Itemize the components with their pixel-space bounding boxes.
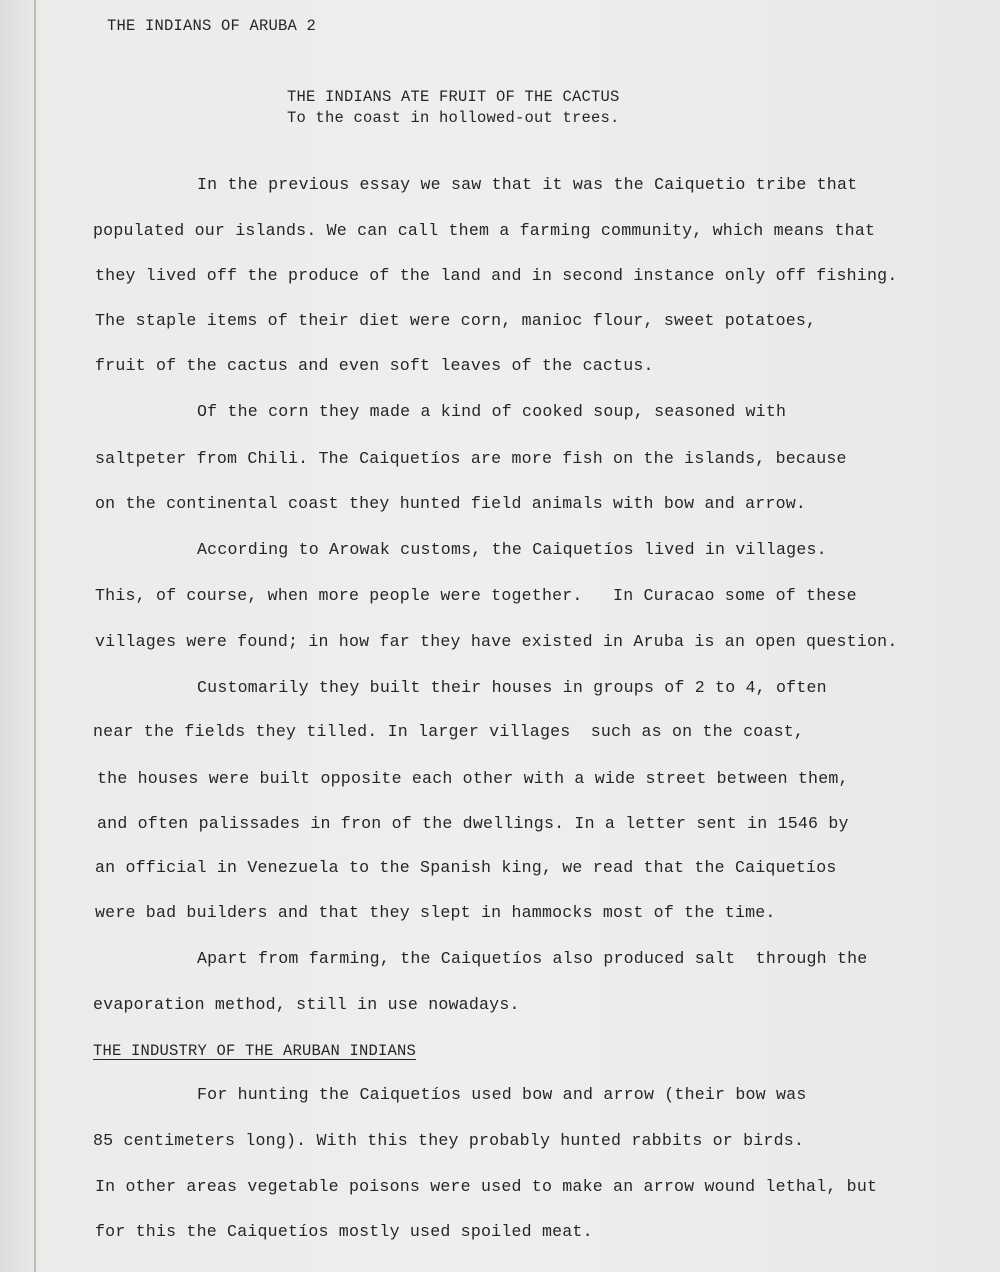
body-line: an official in Venezuela to the Spanish king, we read that the Caiquetíos [95,858,837,877]
body-line: In other areas vegetable poisons were used to make an arrow wound lethal, but [95,1177,878,1196]
body-line: According to Arowak customs, the Caiquetíos lived in villages. [197,540,827,559]
body-line: for this the Caiquetíos mostly used spoiled meat. [95,1222,593,1241]
page-header: THE INDIANS OF ARUBA 2 [107,17,317,35]
body-line: evaporation method, still in use nowadays. [93,995,520,1014]
article-subtitle: To the coast in hollowed-out trees. [287,109,620,127]
body-line: were bad builders and that they slept in hammocks most of the time. [95,903,776,922]
body-line: populated our islands. We can call them a farming community, which means that [93,221,876,240]
body-line: near the fields they tilled. In larger villages such as on the coast, [93,722,805,741]
body-line: The staple items of their diet were corn, manioc flour, sweet potatoes, [95,311,817,330]
body-line: and often palissades in fron of the dwellings. In a letter sent in 1546 by [97,814,849,833]
section-heading: THE INDUSTRY OF THE ARUBAN INDIANS [93,1042,417,1060]
page-left-edge [34,0,36,1272]
body-line: This, of course, when more people were together. In Curacao some of these [95,586,857,605]
body-line: 85 centimeters long). With this they probably hunted rabbits or birds. [93,1131,805,1150]
body-line: For hunting the Caiquetíos used bow and arrow (their bow was [197,1085,807,1104]
body-line: Of the corn they made a kind of cooked soup, seasoned with [197,402,787,421]
article-title: THE INDIANS ATE FRUIT OF THE CACTUS [287,88,620,106]
body-line: Customarily they built their houses in groups of 2 to 4, often [197,678,827,697]
body-line: on the continental coast they hunted field animals with bow and arrow. [95,494,807,513]
body-line: saltpeter from Chili. The Caiquetíos are more fish on the islands, because [95,449,847,468]
body-line: Apart from farming, the Caiquetíos also produced salt through the [197,949,868,968]
body-line: they lived off the produce of the land and in second instance only off fishing. [95,266,898,285]
body-line: In the previous essay we saw that it was the Caiquetio tribe that [197,175,858,194]
body-line: villages were found; in how far they have existed in Aruba is an open question. [95,632,898,651]
body-line: the houses were built opposite each other with a wide street between them, [97,769,849,788]
body-line: fruit of the cactus and even soft leaves of the cactus. [95,356,654,375]
